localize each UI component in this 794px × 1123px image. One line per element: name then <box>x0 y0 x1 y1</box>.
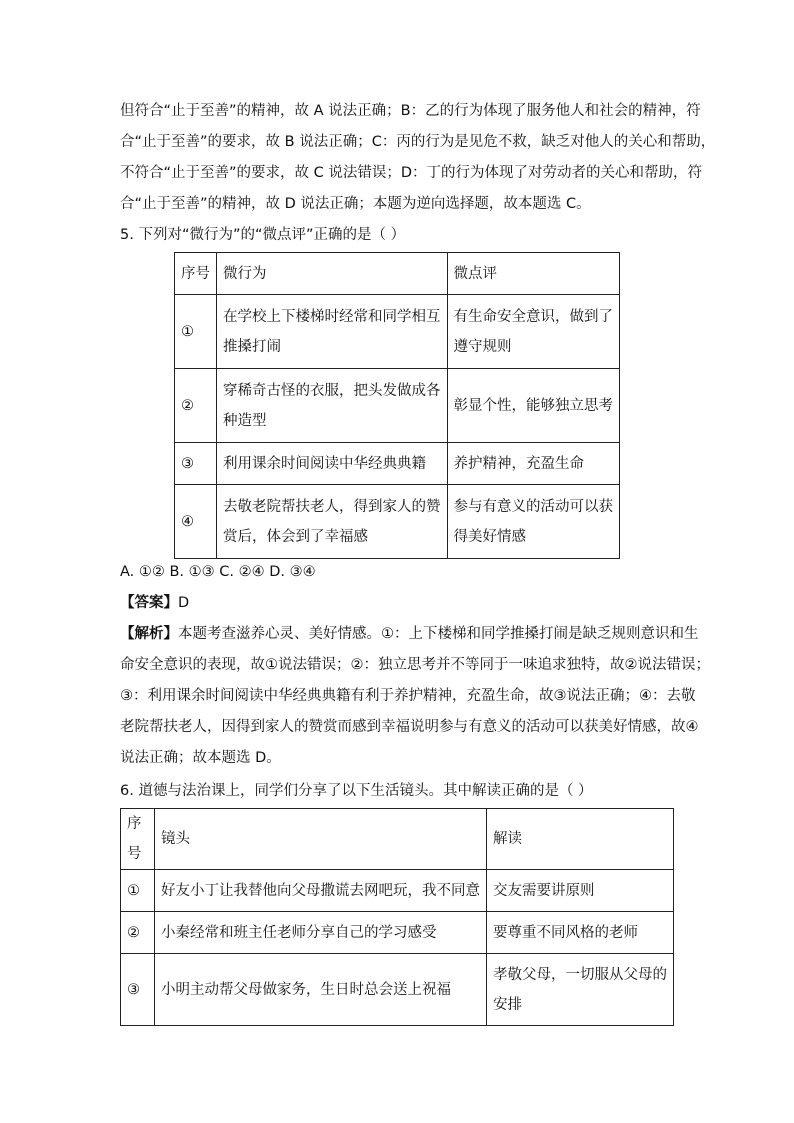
answer-line <box>120 588 680 619</box>
question-5-text: 5. 下列对“微行为”的“微点评”正确的是（ ） <box>120 227 406 243</box>
row-scene <box>155 912 487 954</box>
cell-line: 彰显个性，能够独立思考 <box>453 397 613 414</box>
cell-line: 遵守规则 <box>453 338 512 355</box>
cell-line: 种造型 <box>223 412 267 429</box>
cell-line: 安排 <box>493 996 522 1013</box>
cell-line: 好友小丁让我替他向父母撒谎去网吧玩，我不同意 <box>161 882 480 899</box>
cell-line: 交友需要讲原则 <box>493 882 595 899</box>
analysis-text: 本题考查滋养心灵、美好情感。①：上下楼梯和同学推搡打闹是缺乏规则意识和生 <box>178 626 699 642</box>
row-no: ① <box>121 870 155 912</box>
table-header-row <box>175 253 620 295</box>
header-interpretation: 解读 <box>487 809 674 870</box>
row-comment <box>447 369 620 443</box>
cell-line: 在学校上下楼梯时经常和同学相互 <box>223 308 441 325</box>
header-comment: 微点评 <box>447 253 620 295</box>
table-row <box>121 870 674 912</box>
cell-line: 推搡打闹 <box>223 338 281 355</box>
row-no: ② <box>121 912 155 954</box>
row-interpretation <box>487 870 674 912</box>
row-behavior <box>217 485 448 559</box>
question-5-options: A. ①② B. ①③ C. ②④ D. ③④ <box>120 564 316 580</box>
row-comment <box>447 295 620 369</box>
header-behavior: 微行为 <box>217 253 448 295</box>
cell-line: 参与有意义的活动可以获 <box>453 498 613 515</box>
row-interpretation <box>487 912 674 954</box>
question-6-stem <box>120 776 680 807</box>
intro-line: 合“止于至善”的要求，故 B 说法正确；C：丙的行为是见危不救，缺乏对他人的关心和帮助， <box>120 134 716 150</box>
header-no: 序号 <box>121 809 155 870</box>
row-no: ② <box>175 369 217 443</box>
answer-label: 【答案】 <box>120 595 178 611</box>
answer-value: D <box>178 595 190 611</box>
question-5-table <box>174 252 620 559</box>
row-behavior <box>217 369 448 443</box>
row-comment <box>447 443 620 485</box>
table-row <box>121 912 674 954</box>
row-no: ④ <box>175 485 217 559</box>
cell-line: 穿稀奇古怪的衣服，把头发做成各 <box>223 382 441 399</box>
analysis-label: 【解析】 <box>120 626 178 642</box>
row-interpretation <box>487 954 674 1026</box>
analysis-line: 老院帮扶老人，因得到家人的赞赏而感到幸福说明参与有意义的活动可以获美好情感，故④ <box>120 719 699 735</box>
question-5-answer-block <box>120 557 710 774</box>
cell-line: 孝敬父母，一切服从父母的 <box>493 966 667 983</box>
cell-line: 有生命安全意识，做到了 <box>453 308 613 325</box>
cell-line: 要尊重不同风格的老师 <box>493 924 638 941</box>
row-no: ③ <box>175 443 217 485</box>
intro-line: 合“止于至善”的精神，故 D 说法正确；本题为逆向选择题，故本题选 C。 <box>120 196 591 212</box>
row-behavior <box>217 295 448 369</box>
row-no: ① <box>175 295 217 369</box>
analysis-line <box>120 619 699 650</box>
analysis-line: 命安全意识的表现，故①说法错误；②：独立思考并不等同于一味追求独特，故②说法错误； <box>120 657 710 673</box>
cell-line: 去敬老院帮扶老人，得到家人的赞 <box>223 498 441 515</box>
cell-line: 养护精神，充盈生命 <box>453 455 584 472</box>
question-6-text: 6. 道德与法治课上，同学们分享了以下生活镜头。其中解读正确的是（ ） <box>120 783 593 799</box>
table-row <box>121 954 674 1026</box>
row-scene <box>155 870 487 912</box>
table-row <box>175 295 620 369</box>
header-scene: 镜头 <box>155 809 487 870</box>
table-row <box>175 443 620 485</box>
question-5-stem <box>120 220 680 251</box>
analysis-line: ③：利用课余时间阅读中华经典典籍有利于养护精神，充盈生命，故③说法正确；④：去敬 <box>120 688 696 704</box>
intro-paragraph <box>120 96 716 220</box>
row-comment <box>447 485 620 559</box>
analysis-line: 说法正确；故本题选 D。 <box>120 750 281 766</box>
question-6-table <box>120 808 674 1026</box>
cell-line: 赏后，体会到了幸福感 <box>223 528 368 545</box>
table-row <box>175 485 620 559</box>
header-no: 序号 <box>175 253 217 295</box>
table-row <box>175 369 620 443</box>
intro-line: 但符合“止于至善”的精神，故 A 说法正确；B：乙的行为体现了服务他人和社会的精神，符 <box>120 103 701 119</box>
cell-line: 小明主动帮父母做家务，生日时总会送上祝福 <box>161 981 451 998</box>
row-no: ③ <box>121 954 155 1026</box>
table-header-row <box>121 809 674 870</box>
cell-line: 利用课余时间阅读中华经典典籍 <box>223 455 426 472</box>
intro-line: 不符合“止于至善”的要求，故 C 说法错误；D：丁的行为体现了对劳动者的关心和帮助，符 <box>120 165 703 181</box>
cell-line: 小秦经常和班主任老师分享自己的学习感受 <box>161 924 437 941</box>
row-behavior <box>217 443 448 485</box>
cell-line: 得美好情感 <box>453 528 526 545</box>
row-scene <box>155 954 487 1026</box>
